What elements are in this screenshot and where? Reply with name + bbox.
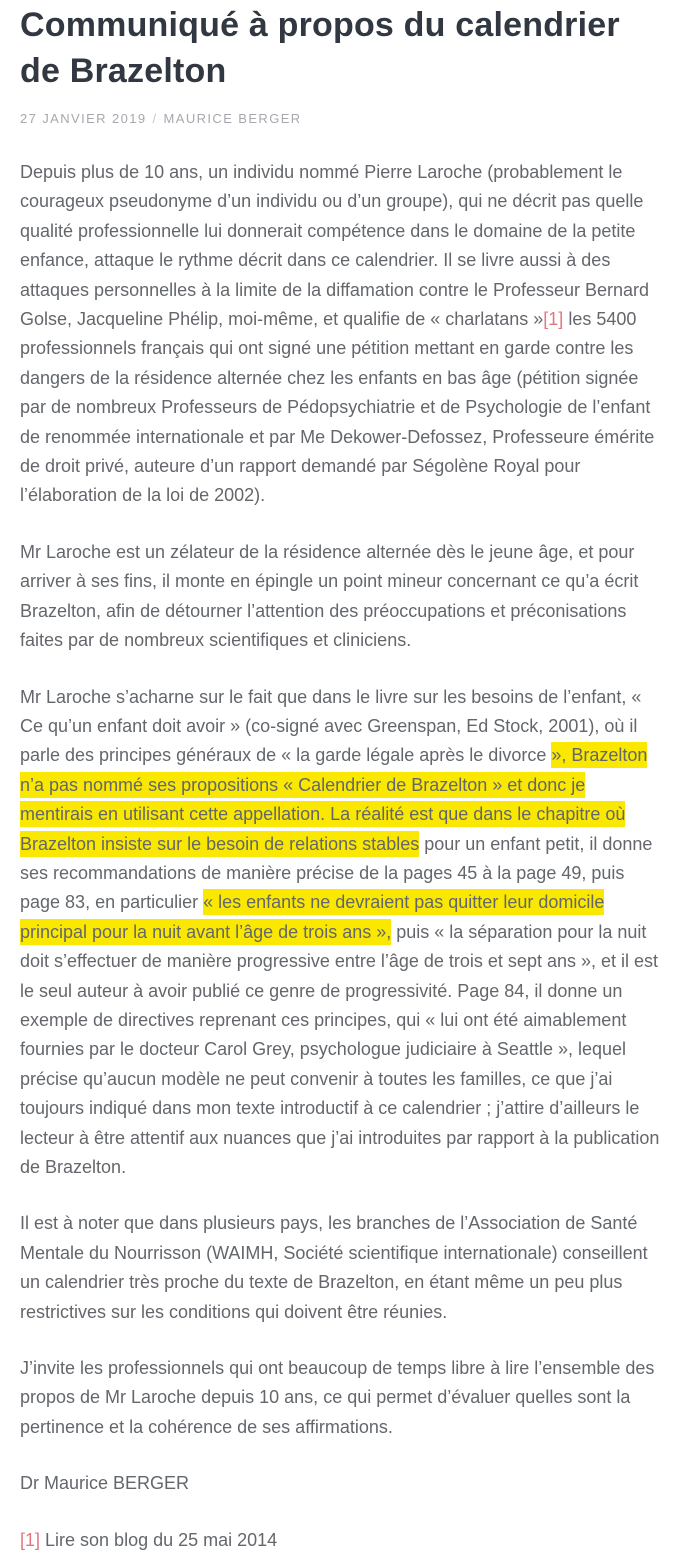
post-date-link[interactable]: 27 JANVIER 2019 [20, 111, 147, 126]
paragraph-text: Mr Laroche est un zélateur de la résidence alternée dès le jeune âge, et pour arriver à ses fins, il monte en épingle un point mineur concernant ce qu’a écrit Brazelton, afin de détourner l’attention des préoccupations et préconisations faites par de nombreux scientifiques et cliniciens. [20, 541, 639, 651]
footnote-ref-link[interactable]: [1] [20, 1529, 41, 1550]
post-author-link[interactable]: MAURICE BERGER [163, 111, 302, 126]
paragraph-invitation [20, 1354, 662, 1442]
paragraph-text: Lire son blog du 25 mai 2014 [40, 1529, 278, 1550]
page-title: Communiqué à propos du calendrier de Brazelton [20, 6, 620, 90]
highlighted-text: », Brazelton n’a pas nommé ses propositions « Calendrier de Brazelton » et donc je mentirais en utilisant cette appellation. La réalité est que dans le chapitre où Brazelton insiste sur le besoin de relations stables [20, 742, 647, 856]
paragraph-text: Il est à noter que dans plusieurs pays, les branches de l’Association de Santé Mentale du Nourrisson (WAIMH, Société scientifique internationale) conseillent un calendrier très proche du texte de Brazelton, en étant même un peu plus restrictives sur les conditions qui doivent être réunies. [20, 1213, 648, 1322]
article-body [20, 158, 662, 1555]
paragraph-text: Depuis plus de 10 ans, un individu nommé Pierre Laroche (probablement le courageux pseudonyme d’un individu ou d’un groupe), qui ne décrit pas quelle qualité professionnelle lui donnerait compétence dans le domaine de la petite enfance, attaque le rythme décrit dans ce calendrier. Il se livre aussi à des attaques personnelles à la limite de la diffamation contre le Professeur Bernard Golse, Jacqueline Phélip, moi-même, et qualifie de « charlatans » [20, 162, 650, 330]
paragraph-waimh [20, 1209, 662, 1327]
highlighted-text: « les enfants ne devraient pas quitter leur domicile principal pour la nuit avant l’âge de trois ans », [20, 889, 604, 944]
paragraph-text: Mr Laroche s’acharne sur le fait que dans le livre sur les besoins de l’enfant, « Ce qu’un enfant doit avoir » (co-signé avec Greenspan, Ed Stock, 2001), où il parle des principes généraux de « la garde légale après le divorce [20, 686, 642, 766]
paragraph-zelateur [20, 538, 662, 656]
paragraph-acharnement [20, 683, 662, 1183]
paragraph-text: puis « la séparation pour la nuit doit s’effectuer de manière progressive entre l’âge de trois et sept ans », et il est le seul auteur à avoir publié ce genre de progressivité. Page 84, il donne un exemple de directives reprenant ces principes, qui « lui ont été aimablement fournies par le docteur Carol Grey, psychologue judiciaire à Seattle », lequel précise qu’aucun modèle ne peut convenir à toutes les familles, ce que j’ai toujours indiqué dans mon texte introductif à ce calendrier ; j’attire d’ailleurs le lecteur à être attentif aux nuances que j’ai introduites par rapport à la publication de Brazelton. [20, 921, 660, 1177]
paragraph-text: Dr Maurice BERGER [20, 1473, 190, 1494]
paragraph-text: pour un enfant petit, il donne ses recommandations de manière précise de la pages 45 à la page 49, puis page 83, en particulier [20, 833, 653, 913]
post-meta [20, 111, 662, 126]
meta-separator: / [152, 111, 158, 126]
paragraph-text: J’invite les professionnels qui ont beaucoup de temps libre à lire l’ensemble des propos de Mr Laroche depuis 10 ans, ce qui permet d’évaluer quelles sont la pertinence et la cohérence de ses affirmations. [20, 1358, 655, 1437]
paragraph-signature [20, 1469, 662, 1498]
paragraph-footnote [20, 1526, 662, 1555]
paragraph-text: les 5400 professionnels français qui ont signé une pétition mettant en garde contre les dangers de la résidence alternée chez les enfants en bas âge (pétition signée par de nombreux Professeurs de Pédopsychiatrie et de Psychologie de l’enfant de renommée internationale et par Me Dekower-Defossez, Professeure émérite de droit privé, auteure d’un rapport demandé par Ségolène Royal pour l’élaboration de la loi de 2002). [20, 309, 655, 506]
paragraph-intro [20, 158, 662, 511]
footnote-ref-link[interactable]: [1] [543, 309, 564, 330]
